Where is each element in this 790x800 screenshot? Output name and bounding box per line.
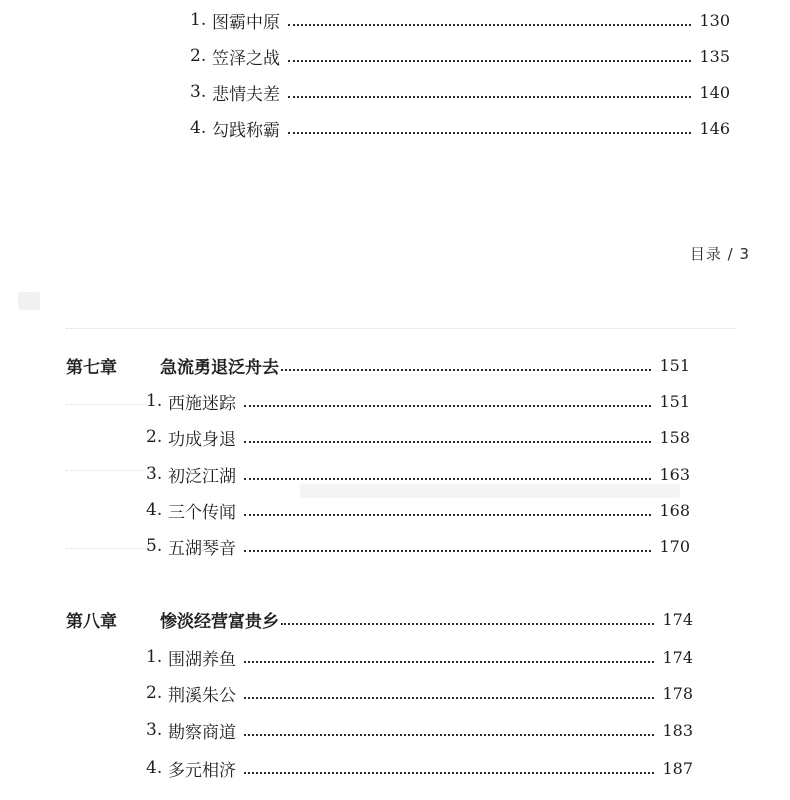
entry-title: 三个传闻 bbox=[168, 502, 236, 523]
toc-entry bbox=[146, 755, 693, 781]
entry-page: 158 bbox=[659, 427, 690, 447]
toc-entry bbox=[146, 533, 690, 559]
toc-entry bbox=[190, 43, 730, 69]
entry-page: 140 bbox=[699, 82, 730, 102]
dot-leader bbox=[244, 697, 654, 699]
entry-title: 勾践称霸 bbox=[212, 120, 280, 141]
entry-number: 1. bbox=[146, 391, 163, 411]
entry-title: 西施迷踪 bbox=[168, 393, 236, 414]
entry-page: 178 bbox=[662, 683, 693, 703]
show-through-line bbox=[66, 328, 736, 329]
entry-number: 1. bbox=[146, 647, 163, 667]
entry-page: 146 bbox=[699, 118, 730, 138]
entry-title: 五湖琴音 bbox=[168, 538, 236, 559]
dot-leader bbox=[244, 405, 651, 407]
entry-number: 3. bbox=[146, 720, 163, 740]
entry-number: 1. bbox=[190, 10, 207, 30]
entry-number: 3. bbox=[190, 82, 207, 102]
dot-leader bbox=[244, 734, 654, 736]
chapter-heading bbox=[66, 606, 693, 632]
show-through-mark bbox=[18, 292, 40, 310]
toc-entry bbox=[190, 115, 730, 141]
chapter-title: 急流勇退泛舟去 bbox=[160, 357, 279, 378]
entry-page: 130 bbox=[699, 10, 730, 30]
chapter-label: 第七章 bbox=[66, 357, 117, 378]
chapter-page: 174 bbox=[662, 609, 693, 629]
entry-page: 151 bbox=[659, 391, 690, 411]
dot-leader bbox=[281, 623, 654, 625]
dot-leader bbox=[244, 661, 654, 663]
entry-title: 图霸中原 bbox=[212, 12, 280, 33]
show-through-line bbox=[66, 548, 146, 549]
entry-number: 3. bbox=[146, 464, 163, 484]
chapter-label: 第八章 bbox=[66, 611, 117, 632]
dot-leader bbox=[244, 772, 654, 774]
entry-number: 2. bbox=[146, 683, 163, 703]
toc-entry bbox=[146, 497, 690, 523]
chapter-title: 惨淡经营富贵乡 bbox=[160, 611, 279, 632]
entry-title: 笠泽之战 bbox=[212, 48, 280, 69]
entry-page: 174 bbox=[662, 647, 693, 667]
toc-entry bbox=[146, 644, 693, 670]
entry-page: 168 bbox=[659, 500, 690, 520]
dot-leader bbox=[281, 369, 651, 371]
entry-title: 悲情夫差 bbox=[212, 84, 280, 105]
entry-number: 2. bbox=[190, 46, 207, 66]
entry-title: 荆溪朱公 bbox=[168, 685, 236, 706]
chapter-heading bbox=[66, 352, 690, 378]
entry-page: 163 bbox=[659, 464, 690, 484]
toc-entry bbox=[190, 7, 730, 33]
entry-title: 初泛江湖 bbox=[168, 466, 236, 487]
dot-leader bbox=[288, 96, 691, 98]
show-through-line bbox=[66, 404, 146, 405]
toc-entry bbox=[146, 680, 693, 706]
entry-title: 多元相济 bbox=[168, 760, 236, 781]
dot-leader bbox=[244, 441, 651, 443]
entry-title: 勘察商道 bbox=[168, 722, 236, 743]
toc-entry bbox=[146, 424, 690, 450]
dot-leader bbox=[288, 24, 691, 26]
entry-page: 170 bbox=[659, 536, 690, 556]
dot-leader bbox=[288, 60, 691, 62]
entry-page: 187 bbox=[662, 758, 693, 778]
toc-entry bbox=[146, 388, 690, 414]
show-through-line bbox=[66, 470, 146, 471]
entry-title: 功成身退 bbox=[168, 429, 236, 450]
dot-leader bbox=[244, 514, 651, 516]
running-header: 目录 / 3 bbox=[689, 245, 750, 263]
entry-number: 4. bbox=[146, 500, 163, 520]
entry-number: 2. bbox=[146, 427, 163, 447]
entry-number: 4. bbox=[146, 758, 163, 778]
entry-title: 围湖养鱼 bbox=[168, 649, 236, 670]
entry-page: 183 bbox=[662, 720, 693, 740]
toc-entry bbox=[146, 461, 690, 487]
dot-leader bbox=[244, 550, 651, 552]
entry-number: 4. bbox=[190, 118, 207, 138]
toc-entry bbox=[190, 79, 730, 105]
entry-page: 135 bbox=[699, 46, 730, 66]
dot-leader bbox=[244, 478, 651, 480]
entry-number: 5. bbox=[146, 536, 163, 556]
dot-leader bbox=[288, 132, 691, 134]
toc-entry bbox=[146, 717, 693, 743]
chapter-page: 151 bbox=[659, 355, 690, 375]
